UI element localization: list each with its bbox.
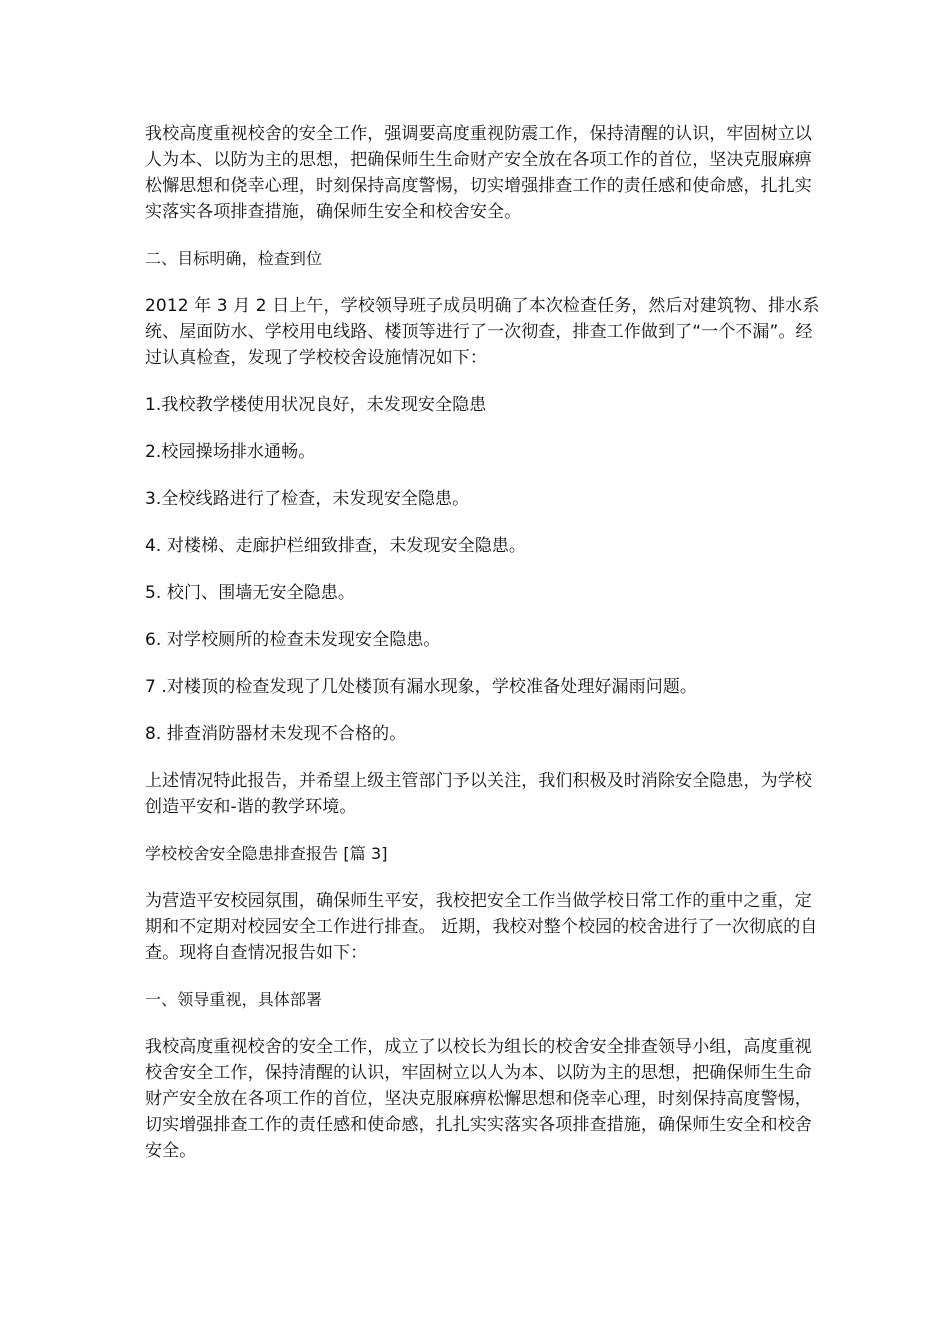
list-item-7: 7 .对楼顶的检查发现了几处楼顶有漏水现象，学校准备处理好漏雨问题。 — [145, 677, 698, 697]
list-item-5: 5. 校门、围墙无安全隐患。 — [145, 583, 356, 603]
list-item-3: 3.全校线路进行了检查，未发现安全隐患。 — [145, 489, 470, 509]
paragraph-intro-safety: 我校高度重视校舍的安全工作，强调要高度重视防震工作，保持清醒的认识，牢固树立以人为本、以防为主的思想，把确保师生生命财产安全放在各项工作的首位，坚决克服麻痹松懈思想和侥幸心理，时刻保持高度警惕，切实增强排查工作的责任感和使命感，扎扎实实落实各项排查措施，确保师生安全和校舍安全。 — [145, 124, 812, 222]
section-heading-leadership: 一、领导重视，具体部署 — [145, 990, 323, 1009]
paragraph-leadership: 我校高度重视校舍的安全工作，成立了以校长为组长的校舍安全排查领导小组，高度重视校舍安全工作，保持清醒的认识，牢固树立以人为本、以防为主的思想，把确保师生生命财产安全放在各项工作的首位，坚决克服麻痹松懈思想和侥幸心理，时刻保持高度警惕，切实增强排查工作的责任感和使命感，扎扎实实落实各项排查措施，确保师生安全和校舍安全。 — [145, 1037, 812, 1161]
list-item-1: 1.我校教学楼使用状况良好，未发现安全隐患 — [145, 395, 487, 415]
paragraph-inspection-date: 2012 年 3 月 2 日上午，学校领导班子成员明确了本次检查任务，然后对建筑物、排水系统、屋面防水、学校用电线路、楼顶等进行了一次彻查，排查工作做到了“一个不漏”。经过认真检查，发现了学校校舍设施情况如下： — [145, 296, 820, 368]
report-title-part3: 学校校舍安全隐患排查报告 [篇 3] — [145, 844, 388, 863]
list-item-6: 6. 对学校厕所的检查未发现安全隐患。 — [145, 630, 441, 650]
list-item-8: 8. 排查消防器材未发现不合格的。 — [145, 724, 407, 744]
document-page — [145, 121, 825, 1164]
list-item-2: 2.校园操场排水通畅。 — [145, 442, 316, 462]
paragraph-part3-intro: 为营造平安校园氛围，确保师生平安，我校把安全工作当做学校日常工作的重中之重，定期和不定期对校园安全工作进行排查。 近期，我校对整个校园的校舍进行了一次彻底的自查。现将自查情况报告如下： — [145, 891, 818, 963]
list-item-4: 4. 对楼梯、走廊护栏细致排查，未发现安全隐患。 — [145, 536, 527, 556]
section-heading-goals: 二、目标明确，检查到位 — [145, 249, 323, 268]
paragraph-conclusion: 上述情况特此报告，并希望上级主管部门予以关注，我们积极及时消除安全隐患，为学校创造平安和-谐的教学环境。 — [145, 771, 812, 817]
